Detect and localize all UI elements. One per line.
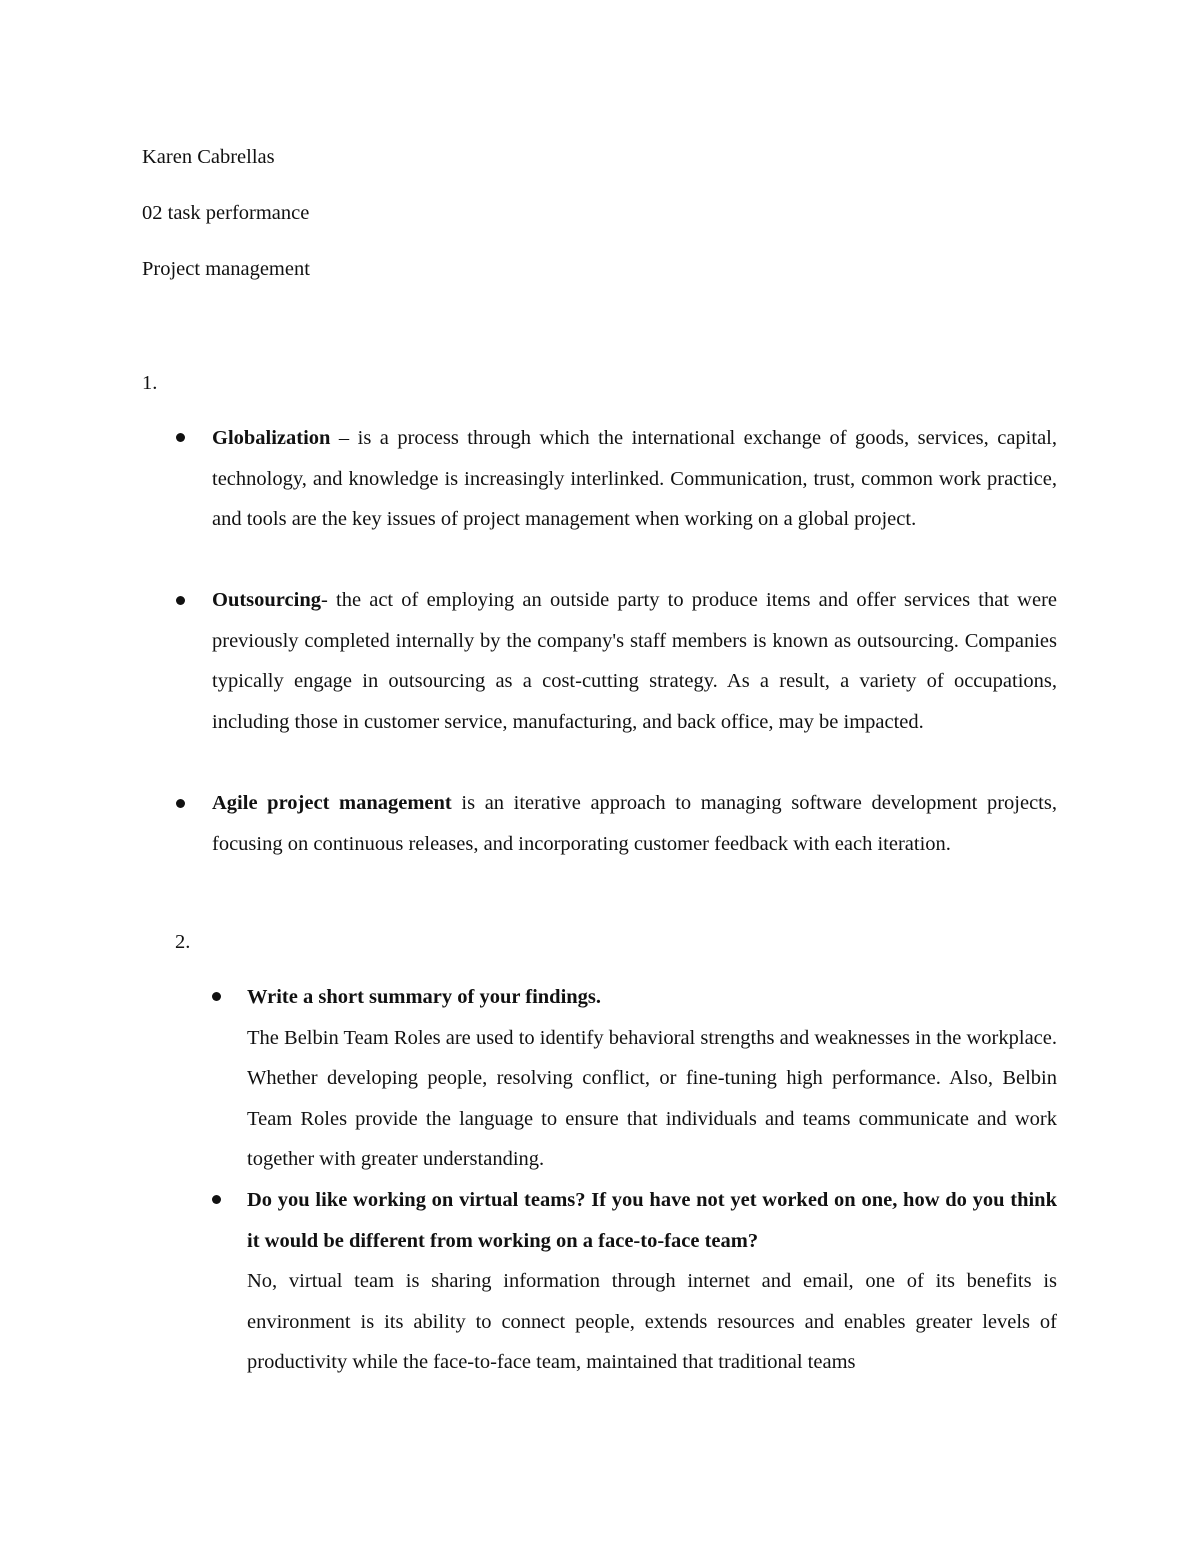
bullet-icon	[212, 992, 221, 1001]
definition-globalization: – is a process through which the international exchange of goods, services, capital, technology, and knowledge is increasingly interlinked. Communication, trust, common work practice, and tools are the key issues of project management when working on a global project.	[212, 427, 1057, 530]
bullet-icon	[176, 596, 185, 605]
list-item-outsourcing	[212, 580, 1057, 742]
list-item-virtual-teams	[247, 1180, 1057, 1383]
bullet-icon	[176, 433, 185, 442]
list-item-summary	[247, 977, 1057, 1180]
section-2-number: 2.	[175, 931, 191, 953]
definition-agile: is an iterative approach to managing software development projects, focusing on continuous releases, and incorporating customer feedback with each iteration.	[212, 792, 1057, 855]
term-outsourcing: Outsourcing	[212, 589, 321, 611]
term-globalization: Globalization	[212, 427, 331, 449]
list-item-globalization	[212, 418, 1057, 540]
question-summary: Write a short summary of your findings.	[247, 986, 602, 1008]
definition-outsourcing: - the act of employing an outside party to produce items and offer services that were previously completed internally by the company's staff members is known as outsourcing. Companies typically engage in outsourcing as a cost-cutting strategy. As a result, a variety of occupations, including those in customer service, manufacturing, and back office, may be impacted.	[212, 589, 1057, 733]
term-agile: Agile project management	[212, 792, 452, 814]
author-name: Karen Cabrellas	[142, 146, 275, 168]
bullet-icon	[212, 1195, 221, 1204]
task-title: 02 task performance	[142, 202, 310, 224]
subject-title: Project management	[142, 258, 310, 280]
answer-virtual-teams: No, virtual team is sharing information through internet and email, one of its benefits is environment is its ability to connect people, extends resources and enables greater levels of productivity while the face-to-face team, maintained that traditional teams	[247, 1270, 1057, 1373]
question-virtual-teams: Do you like working on virtual teams? If you have not yet worked on one, how do you think it would be different from working on a face-to-face team?	[247, 1189, 1057, 1252]
answer-summary: The Belbin Team Roles are used to identify behavioral strengths and weaknesses in the workplace. Whether developing people, resolving conflict, or fine-tuning high performance. Also, Belbin Team Roles provide the language to ensure that individuals and teams communicate and work together with greater understanding.	[247, 1026, 1057, 1170]
list-item-agile	[212, 783, 1057, 864]
bullet-icon	[176, 799, 185, 808]
section-1-number: 1.	[142, 372, 158, 394]
